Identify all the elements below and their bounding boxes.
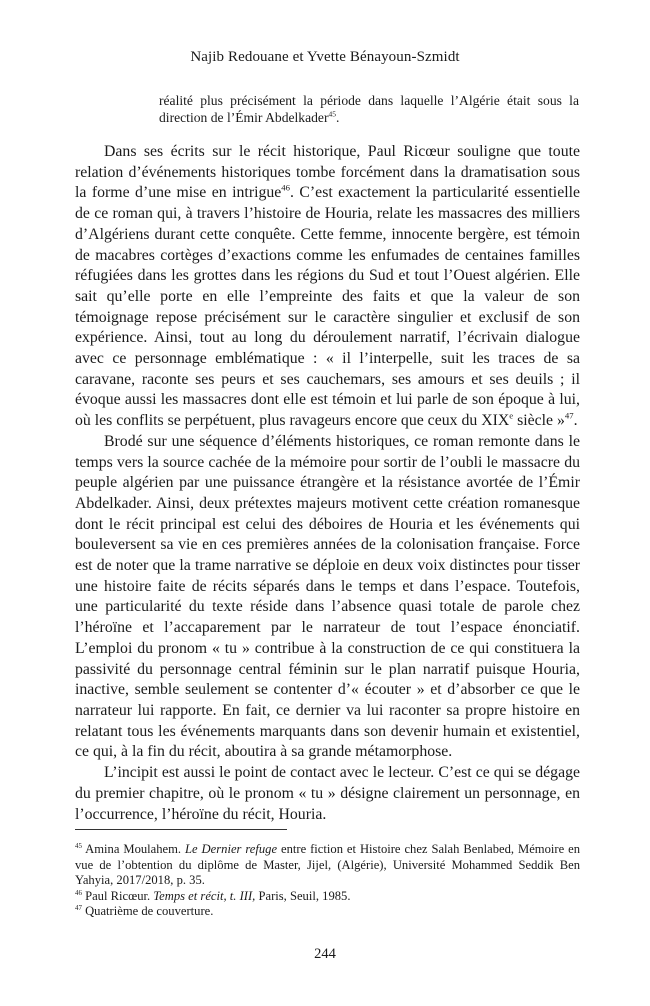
footnote-ref-47[interactable]: 47 bbox=[564, 410, 574, 421]
footnote-46 bbox=[75, 889, 580, 905]
footnote-number: 45 bbox=[75, 842, 82, 850]
paragraph-1-part-1: Dans ses écrits sur le récit historique, Paul Ricœur souligne que toute relation d’événements historiques tombe forcément dans la dramatisation sous la forme d’une mise en intrigue bbox=[75, 143, 580, 202]
paragraph-1-part-2: . C’est exactement la particularité essentielle de ce roman qui, à travers l’histoire de Houria, relate les massacres des milliers d’Algériens durant cette conquête. Cette femme, innocente bergère, est témoin de macabres cortèges d’exactions comme les enfumades de centaines familles réfugiées dans les grottes dans les régions du Sud et tout l’Ouest algérien. Elle sait qu’elle porte en elle l’empreinte des faits et que la valeur de son témoignage repose précisément sur le caractère singulier et exclusif de son expérience. Ainsi, tout au long du déroulement narratif, l’écrivain dialogue avec ce personnage emblématique : « il l’interpelle, suit les traces de sa caravane, raconte ses peurs et ses cauchemars, ses amours et ses deuils ; il évoque aussi les massacres dont elle est témoin et lui parle de son époque à lui, où les conflits se perpétuent, plus ravageurs encore que ceux du XIX bbox=[75, 184, 580, 430]
paragraph-1 bbox=[75, 142, 580, 432]
footnote-title: Temps et récit, t. III, bbox=[153, 888, 256, 903]
footnote-ref-45[interactable]: 45 bbox=[328, 109, 336, 119]
footnote-text: entre fiction et Histoire chez Salah Benlabed, Mémoire en vue de l’obtention du diplôme de Master, Jijel, (Algérie), Université Mohammed Seddik Ben Yahyia, 2017/2018, p. 35. bbox=[75, 842, 581, 888]
footnote-title: Le Dernier refuge bbox=[185, 842, 278, 856]
paragraph-2: Brodé sur une séquence d’éléments historiques, ce roman remonte dans le temps vers la source cachée de la mémoire pour sortir de l’oubli le massacre du peuple algérien par une puissance étrangère et la résistance avortée de l’Émir Abdelkader. Ainsi, deux prétextes majeurs motivent cette création romanesque dont le récit principal est celui des déboires de Houria et les événements qui bouleversent sa vie en ces premières années de la colonisation française. Force est de noter que la trame narrative se déploie en deux voix distinctes pour tisser une histoire faite de récits séparés dans le temps et dans l’espace. Toutefois, une particularité du texte réside dans l’absence quasi totale de parole chez l’héroïne et l’accaparement par le narrateur de tout l’espace énonciatif. L’emploi du pronom « tu » contribue à la construction de ce qui constituera la passivité du personnage central féminin sur le plan narratif puisque Houria, inactive, semble seulement se contenter d’« écouter » et d’absorber ce que le narrateur lui rapporte. En fait, ce dernier va lui raconter sa propre histoire en relatant tous les événements marquants dans son devenir humain et existentiel, ce qui, à la fin du récit, aboutira à sa grande métamorphose. bbox=[75, 432, 580, 761]
footnote-number: 47 bbox=[75, 905, 82, 913]
quote-tail: . bbox=[335, 110, 340, 125]
footnote-number: 46 bbox=[75, 889, 82, 897]
footnote-45 bbox=[75, 842, 580, 889]
century-superscript: e bbox=[509, 410, 514, 421]
footnote-separator bbox=[75, 829, 287, 830]
quote-text: réalité plus précisément la période dans laquelle l’Algérie était sous la direction de l’Émir Abdelkader bbox=[159, 93, 579, 125]
footnote-text: Paul Ricœur. bbox=[81, 888, 154, 903]
footnote-text: Amina Moulahem. bbox=[81, 842, 186, 856]
body-text bbox=[75, 142, 580, 825]
paragraph-3: L’incipit est aussi le point de contact avec le lecteur. C’est ce qui se dégage du premier chapitre, où le pronom « tu » désigne clairement un personnage, en l’occurrence, l’héroïne du récit, Houria. bbox=[75, 764, 580, 823]
footnote-47 bbox=[75, 904, 580, 920]
footnote-ref-46[interactable]: 46 bbox=[281, 183, 290, 194]
footnotes bbox=[75, 842, 580, 920]
paragraph-1-part-4: . bbox=[573, 412, 578, 430]
footnote-text: Paris, Seuil, 1985. bbox=[255, 888, 351, 903]
footnote-text: Quatrième de couverture. bbox=[81, 904, 214, 919]
page-number: 244 bbox=[314, 946, 336, 962]
running-header: Najib Redouane et Yvette Bénayoun-Szmidt bbox=[190, 49, 460, 65]
paragraph-1-part-3: siècle » bbox=[513, 412, 565, 430]
block-quote bbox=[159, 92, 579, 126]
